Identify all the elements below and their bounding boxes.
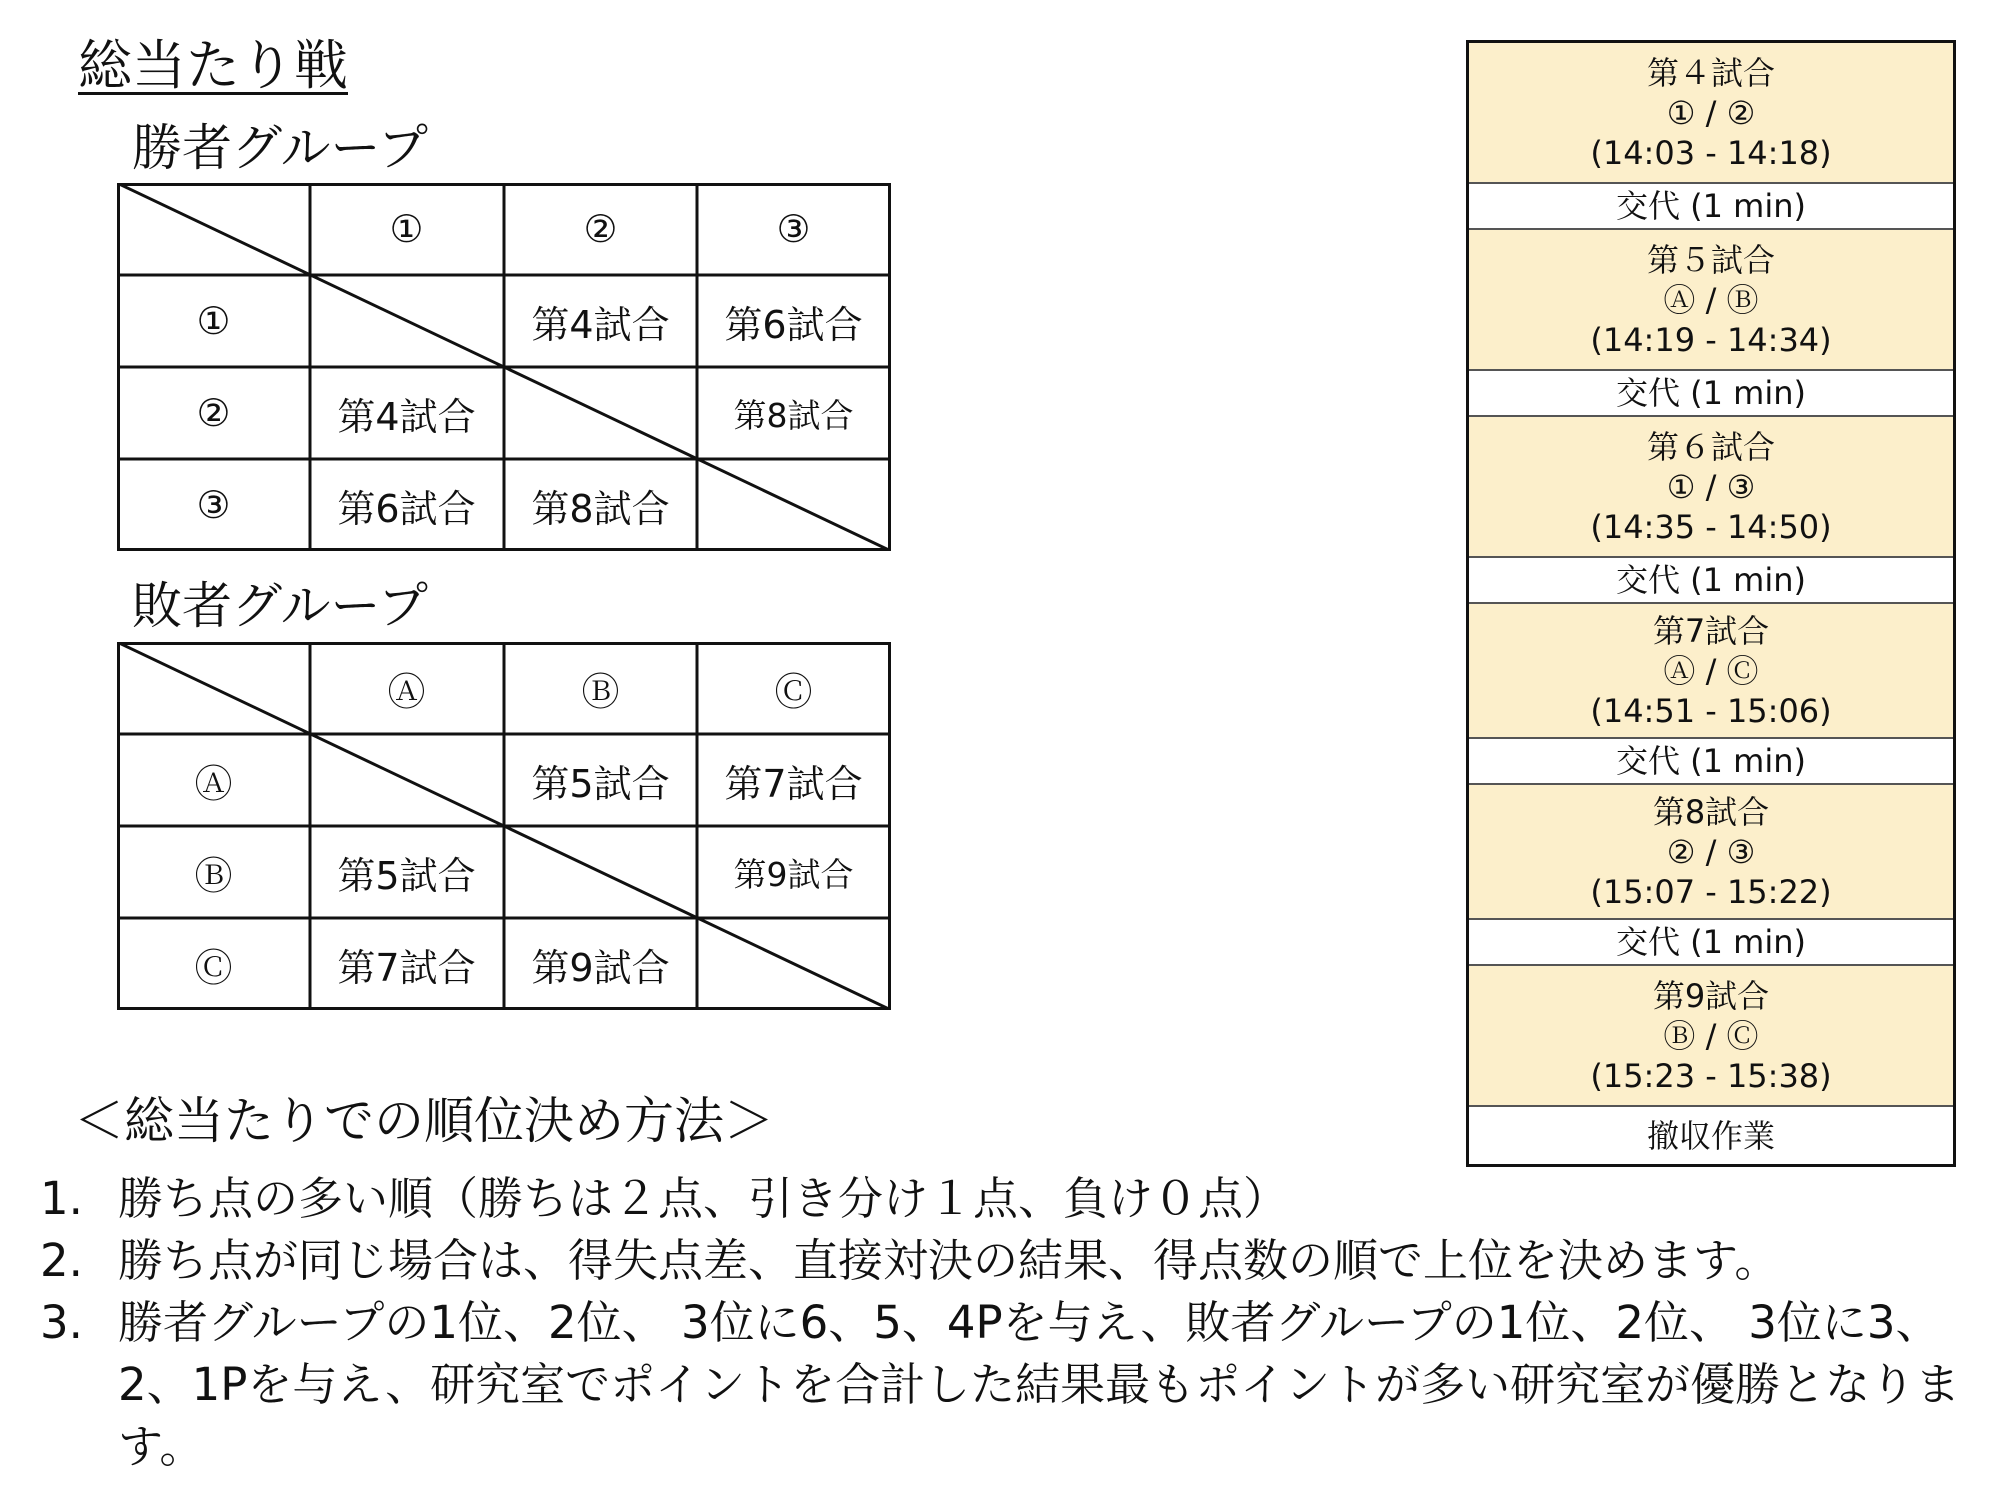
rule-text: 勝者グループの1位、2位、 3位に6、5、4Pを与え、敗者グループの1位、2位、 3位に3、2、1Pを与え、研究室でポイントを合計した結果最もポイントが多い研究室が優勝となります。	[118, 1296, 1961, 1473]
match-number: 第7試合	[1652, 611, 1770, 650]
col-header: ②	[583, 207, 618, 251]
match-cell: 第8試合	[733, 395, 854, 435]
rule-text: 勝ち点が同じ場合は、得失点差、直接対決の結果、得点数の順で上位を決めます。	[118, 1234, 1780, 1287]
col-header: ①	[389, 207, 424, 251]
match-teams: ② / ③	[1666, 832, 1756, 871]
match-cell: 第5試合	[337, 853, 476, 898]
match-number: 第６試合	[1646, 427, 1775, 466]
schedule-match	[1469, 43, 1953, 184]
match-number: 第４試合	[1646, 53, 1775, 92]
match-cell: 第6試合	[724, 302, 863, 347]
schedule-swap	[1469, 184, 1953, 230]
col-header: Ⓐ	[387, 669, 426, 714]
loser-group-title: 敗者グループ	[132, 577, 428, 635]
col-header: Ⓒ	[774, 669, 813, 714]
row-header: Ⓒ	[194, 945, 233, 990]
match-cell: 第5試合	[531, 761, 670, 806]
match-teams: ① / ②	[1666, 93, 1756, 132]
list-item	[40, 1230, 1990, 1292]
row-header: ②	[196, 391, 231, 435]
match-time: (14:51 - 15:06)	[1590, 691, 1832, 730]
ranking-rules-list	[40, 1168, 1990, 1478]
ranking-method-title: ＜総当たりでの順位決め方法＞	[74, 1092, 774, 1150]
swap-label: 交代 (1 min)	[1615, 923, 1807, 961]
list-number: 1.	[40, 1172, 83, 1225]
page-title: 総当たり戦	[78, 34, 348, 97]
row-header: ③	[196, 483, 231, 527]
cleanup-label: 撤収作業	[1646, 1116, 1775, 1155]
match-cell: 第9試合	[531, 945, 670, 990]
match-cell: 第6試合	[337, 486, 476, 531]
list-number: 3.	[40, 1296, 83, 1349]
list-item	[40, 1168, 1990, 1230]
match-cell: 第9試合	[733, 854, 854, 894]
row-header: Ⓑ	[194, 853, 233, 898]
schedule-swap	[1469, 371, 1953, 417]
schedule-swap	[1469, 920, 1953, 966]
match-time: (15:07 - 15:22)	[1590, 872, 1832, 911]
list-number: 2.	[40, 1234, 83, 1287]
schedule-swap	[1469, 558, 1953, 604]
match-time: (14:35 - 14:50)	[1590, 507, 1832, 546]
match-teams: Ⓐ / Ⓑ	[1663, 280, 1759, 319]
schedule-match	[1469, 604, 1953, 739]
schedule-match	[1469, 230, 1953, 371]
match-teams: Ⓐ / Ⓒ	[1663, 651, 1759, 690]
row-header: ①	[196, 299, 231, 343]
match-cell: 第4試合	[337, 394, 476, 439]
row-header: Ⓐ	[194, 761, 233, 806]
winner-group-title: 勝者グループ	[132, 119, 428, 177]
match-teams: ① / ③	[1666, 467, 1756, 506]
match-cell: 第7試合	[724, 761, 863, 806]
loser-group-table	[117, 642, 891, 1010]
swap-label: 交代 (1 min)	[1615, 742, 1807, 780]
match-number: 第9試合	[1652, 976, 1770, 1015]
match-cell: 第8試合	[531, 486, 670, 531]
match-time: (15:23 - 15:38)	[1590, 1056, 1832, 1095]
match-cell: 第4試合	[531, 302, 670, 347]
schedule-match	[1469, 417, 1953, 558]
schedule-match	[1469, 966, 1953, 1107]
schedule-cleanup	[1469, 1107, 1953, 1164]
rule-text: 勝ち点の多い順（勝ちは２点、引き分け１点、負け０点）	[118, 1172, 1289, 1225]
match-cell: 第7試合	[337, 945, 476, 990]
match-time: (14:19 - 14:34)	[1590, 320, 1832, 359]
list-item	[40, 1292, 1990, 1478]
swap-label: 交代 (1 min)	[1615, 374, 1807, 412]
match-number: 第５試合	[1646, 240, 1775, 279]
winner-group-table	[117, 183, 891, 551]
col-header: Ⓑ	[581, 669, 620, 714]
match-schedule	[1466, 40, 1956, 1167]
match-time: (14:03 - 14:18)	[1590, 133, 1832, 172]
match-teams: Ⓑ / Ⓒ	[1663, 1016, 1759, 1055]
schedule-match	[1469, 785, 1953, 920]
swap-label: 交代 (1 min)	[1615, 187, 1807, 225]
schedule-swap	[1469, 739, 1953, 785]
match-number: 第8試合	[1652, 792, 1770, 831]
swap-label: 交代 (1 min)	[1615, 561, 1807, 599]
col-header: ③	[776, 207, 811, 251]
